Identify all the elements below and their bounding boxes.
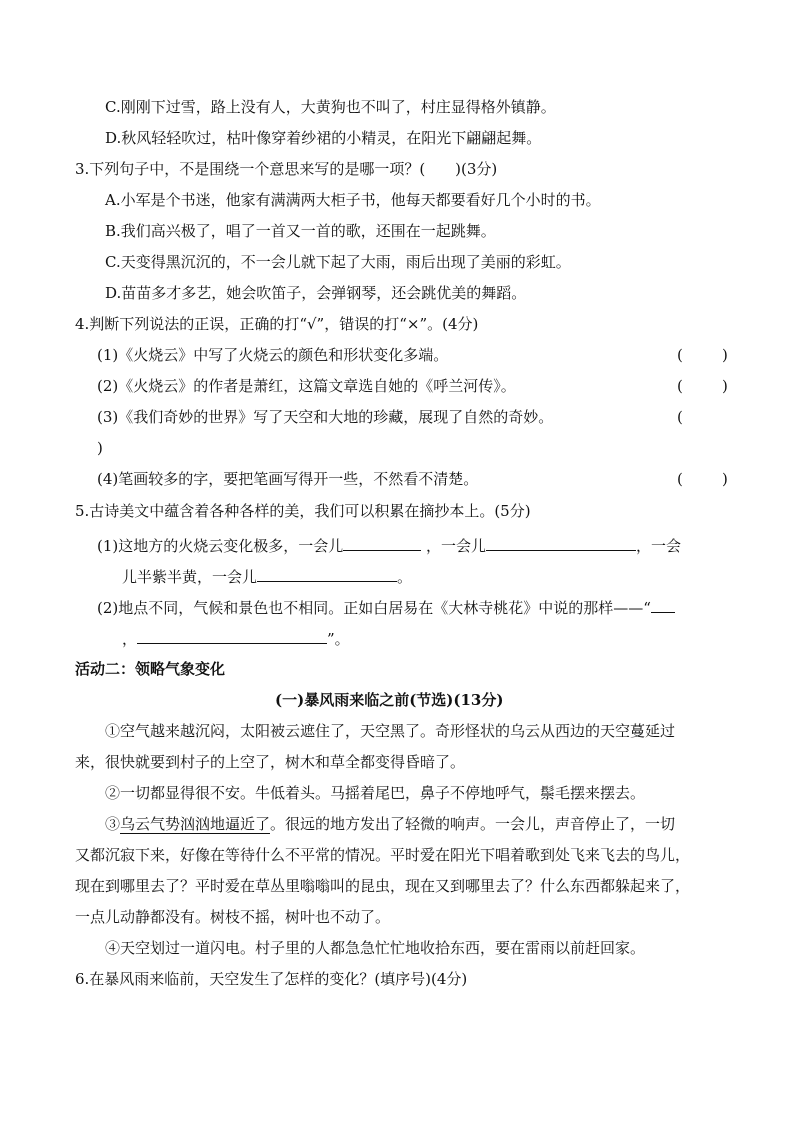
passage-p2-line-1: ②一切都显得很不安。牛低着头。马摇着尾巴，鼻子不停地呼气，鬃毛摆来摆去。: [105, 784, 646, 802]
q3-option-b: B.我们高兴极了，唱了一首又一首的歌，还围在一起跳舞。: [105, 222, 496, 240]
q6-stem: 6.在暴风雨来临前，天空发生了怎样的变化？(填序号)(4分): [75, 970, 468, 988]
q4-item-2-open-paren: (: [677, 377, 683, 395]
q5-blank-3[interactable]: [257, 566, 397, 582]
q5-stem: 5.古诗美文中蕴含着各种各样的美，我们可以积累在摘抄本上。(5分): [75, 502, 531, 520]
q4-item-3-open-paren: (: [677, 408, 683, 426]
q5-line-4: [122, 628, 350, 648]
q5-blank-5[interactable]: [137, 628, 327, 644]
passage-p1-line-2: 来，很快就要到村子的上空了，树木和草全都变得昏暗了。: [75, 753, 466, 771]
q4-item-1-open-paren: (: [677, 346, 683, 364]
passage-p3-line-2: 又都沉寂下来，好像在等待什么不平常的情况。平时爱在阳光下唱着歌到处飞来飞去的鸟儿，: [75, 846, 691, 864]
passage-p1-line-1: ①空气越来越沉闷，太阳被云遮住了，天空黑了。奇形怪状的乌云从西边的天空蔓延过: [105, 722, 676, 740]
q4-item-2-close-paren: ): [722, 377, 728, 395]
q5-l2-text-a: 儿半紫半黄，一会儿: [122, 568, 258, 586]
q5-blank-4[interactable]: [651, 597, 675, 613]
passage-p3-number: ③: [105, 815, 121, 833]
q4-stem: 4.判断下列说法的正误，正确的打“√”，错误的打“×”。(4分): [75, 315, 479, 333]
q5-blank-2[interactable]: [486, 535, 636, 551]
q4-item-3-close-paren: ): [97, 439, 103, 457]
passage-title: (一)暴风雨来临之前(节选)(13分): [275, 691, 504, 709]
q4-item-1-close-paren: ): [722, 346, 728, 364]
q5-l1-text-a: (1)这地方的火烧云变化极多，一会儿: [97, 537, 344, 555]
q2-option-d: D.秋风轻轻吹过，枯叶像穿着纱裙的小精灵，在阳光下翩翩起舞。: [105, 129, 542, 147]
passage-p3-underlined-sentence: 乌云气势汹汹地逼近了: [120, 815, 271, 833]
q5-l1-text-c: ，一会: [636, 537, 682, 555]
q3-option-c: C.天变得黑沉沉的，不一会儿就下起了大雨，雨后出现了美丽的彩虹。: [105, 253, 571, 271]
q5-blank-1[interactable]: [343, 535, 421, 551]
passage-p3-line-4: 一点儿动静都没有。树枝不摇，树叶也不动了。: [75, 908, 391, 926]
q4-item-2: (2)《火烧云》的作者是萧红，这篇文章选自她的《呼兰河传》。: [97, 377, 516, 395]
q5-line-1: [97, 535, 681, 555]
q3-option-d: D.苗苗多才多艺，她会吹笛子，会弹钢琴，还会跳优美的舞蹈。: [105, 284, 527, 302]
q5-l3-text-a: (2)地点不同，气候和景色也不相同。正如白居易在《大林寺桃花》中说的那样——“: [97, 599, 651, 617]
q4-item-4-close-paren: ): [722, 470, 728, 488]
q3-stem: 3.下列句子中，不是围绕一个意思来写的是哪一项？( )(3分): [75, 160, 498, 178]
passage-p3-rest: 。很远的地方发出了轻微的响声。一会儿，声音停止了，一切: [270, 815, 676, 833]
q4-item-4-open-paren: (: [677, 470, 683, 488]
q5-l2-text-b: 。: [397, 568, 413, 586]
q5-l4-text-a: ，: [122, 630, 138, 648]
q4-item-3: (3)《我们奇妙的世界》写了天空和大地的珍藏，展现了自然的奇妙。: [97, 408, 554, 426]
q2-option-c: C.刚刚下过雪，路上没有人，大黄狗也不叫了，村庄显得格外镇静。: [105, 98, 556, 116]
activity-title: 活动二：领略气象变化: [75, 660, 226, 678]
passage-p3-line-1: [105, 814, 675, 834]
passage-p4-line-1: ④天空划过一道闪电。村子里的人都急急忙忙地收拾东西，要在雷雨以前赶回家。: [105, 939, 646, 957]
q5-l4-text-b: ”。: [327, 630, 350, 648]
passage-p3-line-3: 现在到哪里去了？平时爱在草丛里嗡嗡叫的昆虫，现在又到哪里去了？什么东西都躲起来了，: [75, 877, 691, 895]
q4-item-4: (4)笔画较多的字，要把笔画写得开一些，不然看不清楚。: [97, 470, 479, 488]
q5-line-2: [122, 566, 412, 586]
q5-line-3: [97, 597, 675, 617]
q3-option-a: A.小军是个书迷，他家有满满两大柜子书，他每天都要看好几个小时的书。: [105, 191, 601, 209]
q4-item-1: (1)《火烧云》中写了火烧云的颜色和形状变化多端。: [97, 346, 449, 364]
q5-l1-text-b: ，一会儿: [426, 537, 487, 555]
